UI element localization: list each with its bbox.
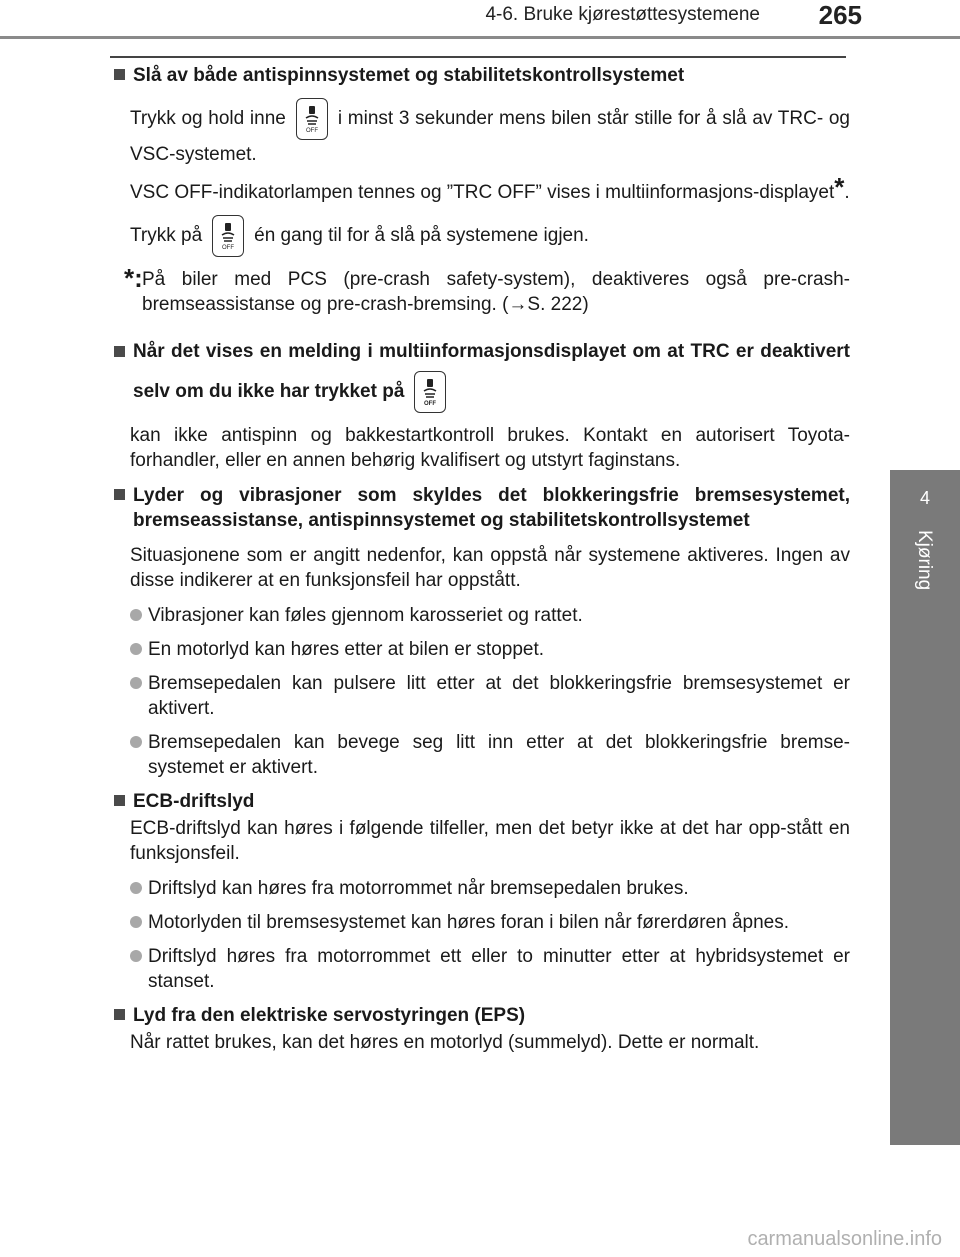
paragraph xyxy=(130,215,850,257)
svg-text:OFF: OFF xyxy=(424,401,437,407)
vsc-off-button-icon xyxy=(296,98,328,140)
vsc-off-button-icon xyxy=(212,215,244,257)
list-item: En motorlyd kan høres etter at bilen er stoppet. xyxy=(130,637,850,662)
bullet-dot-icon xyxy=(130,677,142,689)
square-bullet-icon xyxy=(114,69,125,80)
list-item: Driftslyd høres fra motorrommet ett eller to minutter etter at hybridsystemet er stanset. xyxy=(130,944,850,994)
text: i minst 3 sekunder mens bilen står stille for å slå av TRC- og VSC-systemet. xyxy=(130,108,850,165)
text: VSC OFF-indikatorlampen tennes og ”TRC OFF” vises i multiinformasjons-displayet xyxy=(130,182,835,203)
text: én gang til for å slå på systemene igjen. xyxy=(254,225,589,247)
paragraph: kan ikke antispinn og bakkestartkontroll brukes. Kontakt en autorisert Toyota-forhandler, eller en annen behørig kvalifisert og utstyrt faginstans. xyxy=(130,425,850,471)
chapter-number: 4 xyxy=(919,488,930,508)
bullet-dot-icon xyxy=(130,950,142,962)
section-ecb-sound xyxy=(110,789,850,994)
top-divider xyxy=(110,56,846,58)
section-trc-message xyxy=(110,333,850,473)
bullet-dot-icon xyxy=(130,609,142,621)
heading-text: Slå av både antispinnsystemet og stabilitetskontrollsystemet xyxy=(133,65,685,86)
square-bullet-icon xyxy=(114,1009,125,1020)
heading-text: ECB-driftslyd xyxy=(133,791,255,812)
paragraph: Når rattet brukes, kan det høres en motorlyd (summelyd). Dette er normalt. xyxy=(130,1032,760,1053)
heading-text: Lyd fra den elektriske servostyringen (EPS) xyxy=(133,1005,526,1026)
section-heading xyxy=(110,1003,850,1028)
section-heading xyxy=(110,333,850,413)
bullet-dot-icon xyxy=(130,736,142,748)
section-eps-sound xyxy=(110,1003,850,1055)
footnote-marker: * xyxy=(834,172,845,202)
list-item: Bremsepedalen kan pulsere litt etter at det blokkeringsfrie bremsesystemet er aktivert. xyxy=(130,671,850,721)
svg-text:OFF: OFF xyxy=(305,128,318,134)
section-disable-both xyxy=(110,63,850,317)
svg-text:OFF: OFF xyxy=(222,245,235,251)
section-title: 4-6. Bruke kjørestøttesystemene xyxy=(485,4,760,25)
footnote xyxy=(124,263,850,317)
bullet-dot-icon xyxy=(130,643,142,655)
paragraph: Situasjonene som er angitt nedenfor, kan oppstå når systemene aktiveres. Ingen av disse indikerer at en funksjonsfeil har oppstått. xyxy=(130,545,850,591)
chapter-label-wrap xyxy=(890,530,960,610)
watermark: carmanualsonline.info xyxy=(747,1228,942,1250)
square-bullet-icon xyxy=(114,346,125,357)
paragraph: ECB-driftslyd kan høres i følgende tilfeller, men det betyr ikke at det har opp-stått en funksjonsfeil. xyxy=(130,818,850,864)
page-number: 265 xyxy=(818,0,862,30)
paragraph xyxy=(130,172,850,205)
heading-text: Når det vises en melding i multiinformasjonsdisplayet om at TRC er deaktivert selv om du ikke har trykket på OFF xyxy=(133,333,850,413)
list-item: Driftslyd kan høres fra motorrommet når bremsepedalen brukes. xyxy=(130,876,850,901)
heading-text: Lyder og vibrasjoner som skyldes det blokkeringsfrie bremsesystemet, bremseassistanse, antispinnsystemet og stabilitetskontrollsystemet xyxy=(133,485,850,531)
chapter-label: Kjøring xyxy=(914,530,935,591)
paragraph xyxy=(130,98,850,170)
square-bullet-icon xyxy=(114,489,125,500)
list-item: Vibrasjoner kan føles gjennom karosseriet og rattet. xyxy=(130,603,850,628)
footnote-text: På biler med PCS (pre-crash safety-system), deaktiveres også pre-crash-bremseassistanse og pre-crash-bremsing. (→S. 222) xyxy=(142,269,850,315)
page-header xyxy=(0,0,960,39)
list-item: Bremsepedalen kan bevege seg litt inn etter at det blokkeringsfrie bremse-systemet er aktivert. xyxy=(130,730,850,780)
main-content xyxy=(110,63,850,1065)
section-heading xyxy=(110,789,850,814)
section-heading xyxy=(110,483,850,533)
text: . xyxy=(844,182,850,203)
bullet-dot-icon xyxy=(130,916,142,928)
text: Trykk og hold inne xyxy=(130,108,286,130)
square-bullet-icon xyxy=(114,795,125,806)
bullet-dot-icon xyxy=(130,882,142,894)
text: Trykk på xyxy=(130,225,203,247)
vsc-off-button-icon xyxy=(414,371,446,413)
footnote-marker: *: xyxy=(124,263,143,293)
section-heading xyxy=(110,63,850,88)
section-sounds-vibrations xyxy=(110,483,850,780)
chapter-tab xyxy=(890,470,960,1145)
list-item: Motorlyden til bremsesystemet kan høres foran i bilen når førerdøren åpnes. xyxy=(130,910,850,935)
